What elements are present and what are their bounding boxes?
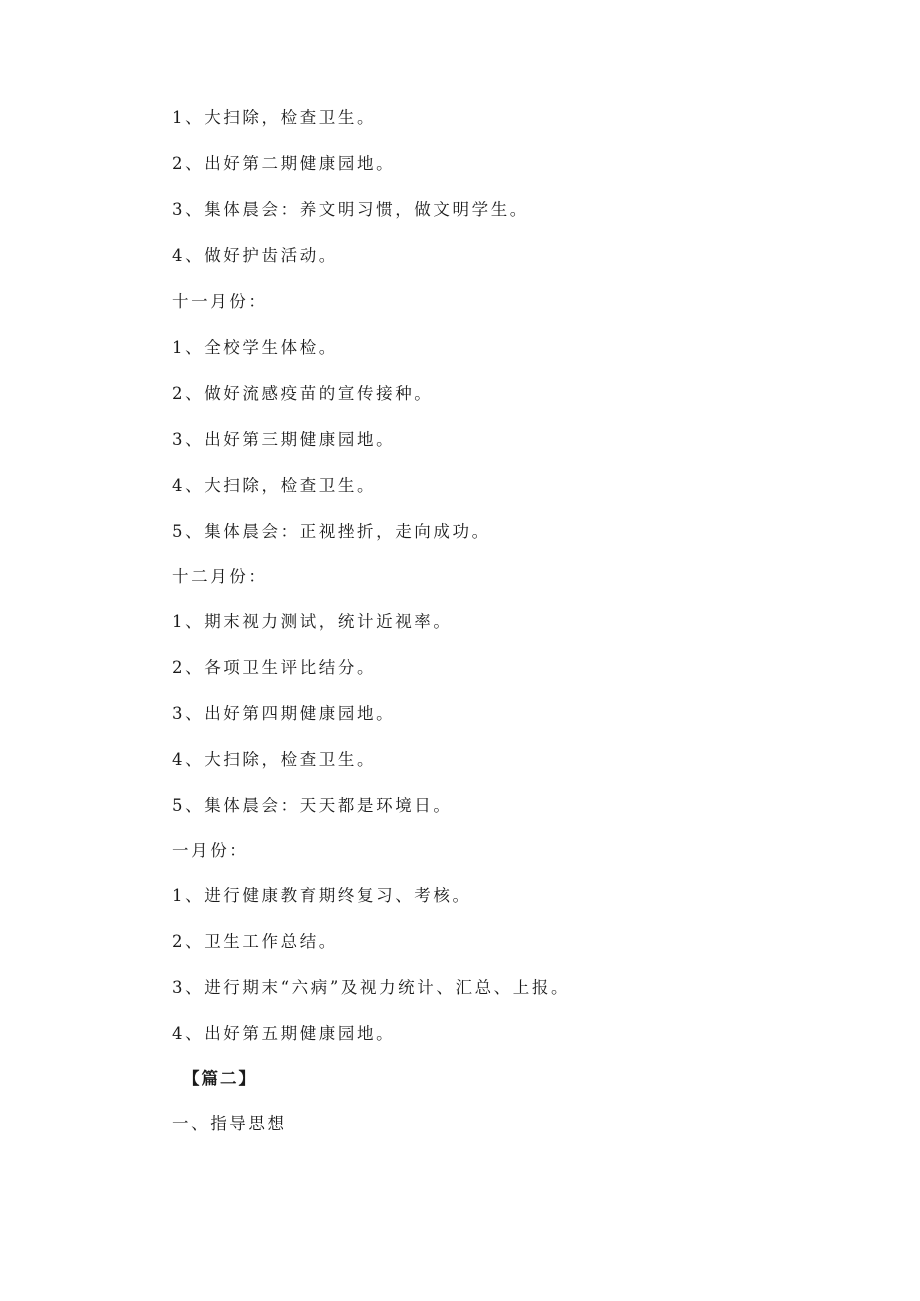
item-vision-test: 1、期末视力测试，统计近视率。 [172, 612, 453, 631]
item-morning-meeting-1: 3、集体晨会：养文明习惯，做文明学生。 [172, 200, 529, 219]
item-work-summary: 2、卫生工作总结。 [172, 932, 338, 951]
item-health-garden-2: 2、出好第二期健康园地。 [172, 154, 396, 173]
item-health-exam-review: 1、进行健康教育期终复习、考核。 [172, 886, 472, 905]
heading-guiding-ideology: 一、指导思想 [172, 1114, 287, 1133]
item-cleanup-3: 4、大扫除，检查卫生。 [172, 750, 377, 769]
month-heading-november: 十一月份： [172, 292, 268, 311]
section-heading-part-two: 【篇二】 [183, 1069, 257, 1088]
item-teeth-care: 4、做好护齿活动。 [172, 246, 338, 265]
item-six-diseases-report: 3、进行期末“六病”及视力统计、汇总、上报。 [172, 978, 571, 997]
month-heading-january: 一月份： [172, 841, 249, 860]
item-flu-vaccine: 2、做好流感疫苗的宣传接种。 [172, 384, 434, 403]
item-morning-meeting-3: 5、集体晨会：天天都是环境日。 [172, 796, 453, 815]
item-cleanup-1: 1、大扫除，检查卫生。 [172, 108, 377, 127]
item-health-garden-5: 4、出好第五期健康园地。 [172, 1024, 396, 1043]
item-hygiene-scoring: 2、各项卫生评比结分。 [172, 658, 377, 677]
item-health-garden-3: 3、出好第三期健康园地。 [172, 430, 396, 449]
item-physical-exam: 1、全校学生体检。 [172, 338, 338, 357]
month-heading-december: 十二月份： [172, 567, 268, 586]
item-cleanup-2: 4、大扫除，检查卫生。 [172, 476, 377, 495]
item-health-garden-4: 3、出好第四期健康园地。 [172, 704, 396, 723]
item-morning-meeting-2: 5、集体晨会：正视挫折，走向成功。 [172, 522, 491, 541]
